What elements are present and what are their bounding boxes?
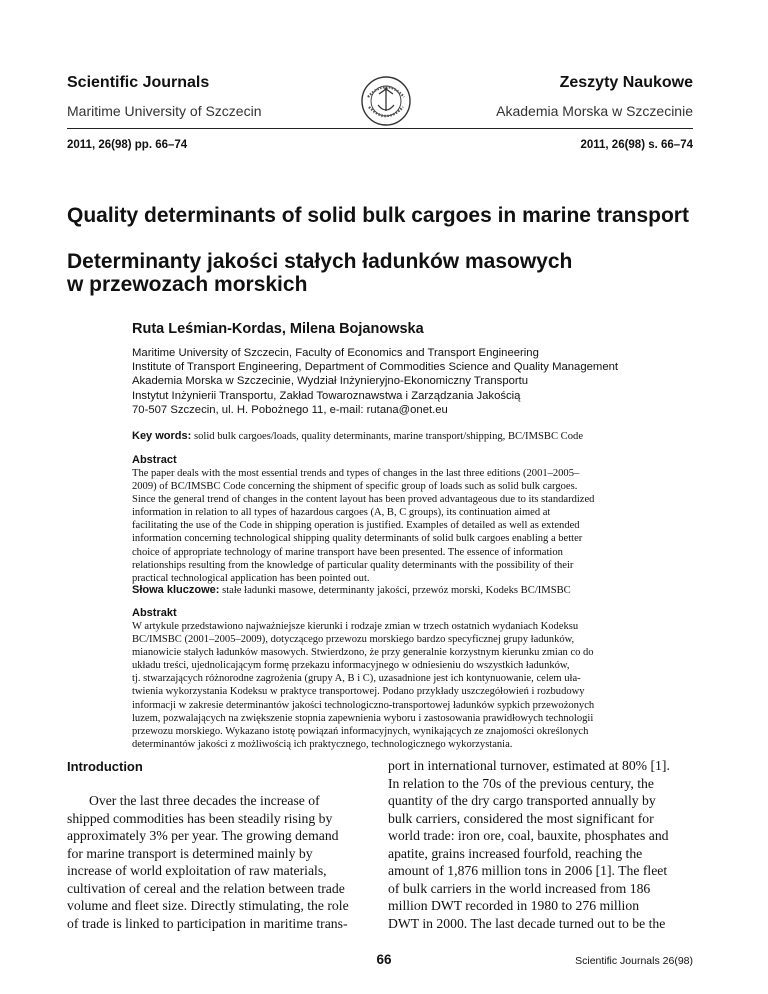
citation-en: 2011, 26(98) pp. 66–74 [67,139,188,151]
body-line: of trade is linked to participation in maritime trans- [67,915,348,931]
abstract-line: Since the general trend of changes in the content layout has been proved advantageous due to its standardized [132,494,595,506]
body-line: volume and fleet size. Directly stimulating, the role [67,898,349,913]
abstract-en [132,467,692,585]
body-line: quantity of the dry cargo transported annually by [388,793,656,808]
body-line: approximately 3% per year. The growing demand [67,828,339,843]
keywords-label: Key words: [132,430,192,442]
affiliation-line: 70-507 Szczecin, ul. H. Pobożnego 11, e-mail: rutana@onet.eu [132,403,448,416]
paper-title-pl-line2: w przewozach morskich [67,273,308,296]
citation-pl: 2011, 26(98) s. 66–74 [580,139,693,151]
journal-title-pl: Zeszyty Naukowe [559,74,693,91]
abstract-line: information concerning technological shipping quality determinants of solid bulk cargoes enabling a better [132,533,583,545]
footer-journal: Scientific Journals 26(98) [575,955,693,967]
abstract-pl-line: mianowicie stałych ładunków masowych. Stwierdzono, że przy generalnie korzystnym kierunku zmian co do [132,647,594,659]
abstract-pl-line: determinantów jakości z możliwością ich praktycznego, technologicznego wykorzystania. [132,738,513,750]
abstract-pl-line: informacji w zakresie determinantów jakości technologiczno-transportowej ładunków sypkich przewożonych [132,699,595,711]
keywords-pl [132,584,571,596]
abstract-pl-heading: Abstrakt [132,607,177,619]
body-line: In relation to the 70s of the previous century, the [388,775,654,791]
body-line: million DWT recorded in 1980 to 276 million [388,898,640,913]
body-line: of bulk carriers in the world increased from 186 [388,880,651,896]
body-line: bulk carriers, considered the most significant for [388,810,654,826]
journal-title-en: Scientific Journals [67,74,210,91]
abstract-pl-line: W artykule przedstawiono najważniejsze kierunki i rodzaje zmian w trzech ostatnich wydaniach Kodeksu [132,621,579,632]
body-line: Over the last three decades the increase of [89,793,320,808]
body-line: amount of 1,876 million tons in 2006 [1]. The fleet [388,863,668,878]
abstract-heading: Abstract [132,454,177,466]
abstract-pl-line: twienia wykorzystania Kodeksu w praktyce transportowej. Podano przykłady uszczegółowień i rozbudowy [132,686,585,698]
abstract-pl-line: układu treści, ujednolicającym formę przekazu informacyjnego w odniesieniu do wszystkich ładunków, [132,660,570,672]
introduction-heading: Introduction [67,759,143,774]
introduction-right-column [388,757,694,932]
journal-publisher-pl: Akademia Morska w Szczecinie [496,103,693,119]
abstract-line: facilitating the use of the Code in shipping operation is justified. Examples of detailed as well as extended [132,520,580,532]
authors: Ruta Leśmian-Kordas, Milena Bojanowska [132,321,424,337]
affiliation-line: Instytut Inżynierii Transportu, Zakład Towaroznawstwa i Zarządzania Jakością [132,389,521,402]
body-line: apatite, grains increased fourfold, reaching the [388,845,643,861]
affiliation-line: Maritime University of Szczecin, Faculty of Economics and Transport Engineering [132,347,539,359]
abstract-pl-line: przewozu morskiego. Wykazano istotę powiązań informacyjnych, wynikających ze znajomości określonych [132,725,589,737]
body-line: shipped commodities has been steadily rising by [67,810,333,826]
keywords-en [132,430,583,442]
keywords-text: solid bulk cargoes/loads, quality determinants, marine transport/shipping, BC/IMSBC Code [193,431,584,442]
abstract-pl-line: tj. stwarzających różnorodne zagrożenia (grupy A, B i C), uzasadnione jest ich kontynuowanie, celem uła- [132,673,581,685]
body-line: world trade: iron ore, coal, bauxite, phosphates and [388,828,669,843]
affiliation-line: Akademia Morska w Szczecinie, Wydział Inżynieryjno-Ekonomiczny Transportu [132,375,529,388]
body-line: DWT in 2000. The last decade turned out to be the [388,915,666,931]
paper-title-pl-line1: Determinanty jakości stałych ładunków masowych [67,250,573,273]
journal-publisher-en: Maritime University of Szczecin [67,103,262,119]
abstract-line: information in relation to all types of hazardous cargoes (A, B, C groups), its continuation aimed at [132,507,551,519]
university-seal-icon [360,75,412,127]
body-line: cultivation of cereal and the relation between trade [67,880,345,896]
abstract-line: The paper deals with the most essential trends and types of changes in the last three editions (2001–2005– [132,468,580,479]
body-line: increase of world exploitation of raw materials, [67,863,327,878]
abstract-line: 2009) of BC/IMSBC Code concerning the shipment of specific group of loads such as solid bulk cargoes. [132,481,578,493]
affiliation [132,346,618,417]
abstract-line: choice of appropriate technology of marine transport have been presented. The essence of information [132,546,563,558]
page-number: 66 [376,952,392,967]
abstract-line: practical technological application has been pointed out. [132,572,370,584]
abstract-pl-line: BC/IMSBC (2001–2005–2009), dotyczącego przewozu morskiego bardzo specyficznej grupy ładunków, [132,634,575,646]
affiliation-line: Institute of Transport Engineering, Department of Commodities Science and Quality Management [132,361,619,374]
paper-title-en: Quality determinants of solid bulk cargoes in marine transport [67,204,689,227]
keywords-pl-label: Słowa kluczowe: [132,584,220,596]
body-line: for marine transport is determined mainly by [67,845,313,861]
abstract-pl [132,620,692,751]
body-line: port in international turnover, estimated at 80% [1]. [388,758,670,773]
abstract-pl-line: luzem, pozwalających na zwiększenie stopnia zapewnienia wyboru i zastosowania prawidłowych technologii [132,712,594,724]
introduction-left-column [67,792,365,932]
header-rule [67,128,693,129]
abstract-line: relationships resulting from the knowledge of particular quality determinants with the possibility of their [132,559,574,571]
keywords-pl-text: stałe ładunki masowe, determinanty jakości, przewóz morski, Kodeks BC/IMSBC [222,585,571,596]
